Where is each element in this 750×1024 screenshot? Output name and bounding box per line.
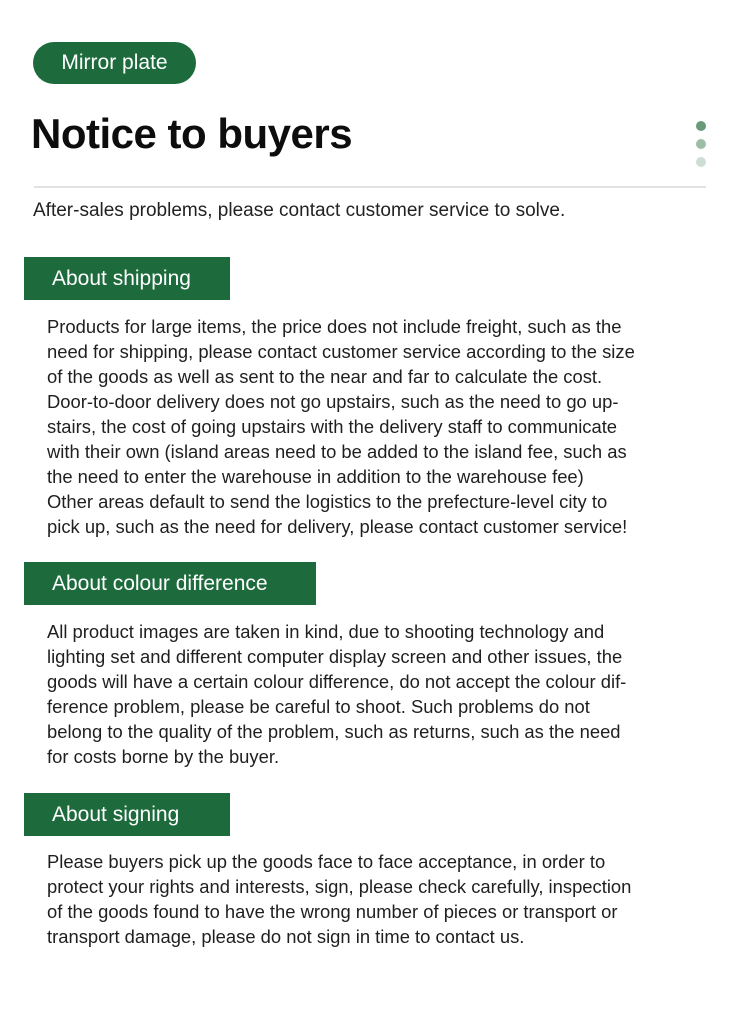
text-line: stairs, the cost of going upstairs with the delivery staff to communicate xyxy=(47,416,618,437)
text-line: All product images are taken in kind, due to shooting technology and xyxy=(47,621,605,642)
section-body-colour-difference xyxy=(47,619,707,769)
text-line: protect your rights and interests, sign, please check carefully, inspection xyxy=(47,876,632,897)
text-line: Door-to-door delivery does not go upstairs, such as the need to go up- xyxy=(47,391,619,412)
section-label-signing: About signing xyxy=(24,793,230,836)
text-line: for costs borne by the buyer. xyxy=(47,746,280,767)
text-line: Other areas default to send the logistics to the prefecture-level city to xyxy=(47,491,608,512)
text-line: lighting set and different computer display screen and other issues, the xyxy=(47,646,623,667)
text-line: pick up, such as the need for delivery, please contact customer service! xyxy=(47,516,628,537)
text-line: goods will have a certain colour difference, do not accept the colour dif- xyxy=(47,671,627,692)
text-line: belong to the quality of the problem, such as returns, such as the need xyxy=(47,721,621,742)
dot-icon xyxy=(696,121,706,131)
text-line: of the goods found to have the wrong number of pieces or transport or xyxy=(47,901,618,922)
text-line: need for shipping, please contact customer service according to the size xyxy=(47,341,635,362)
after-sales-notice: After-sales problems, please contact customer service to solve. xyxy=(33,200,566,221)
text-line: Please buyers pick up the goods face to face acceptance, in order to xyxy=(47,851,606,872)
section-label-shipping: About shipping xyxy=(24,257,230,300)
text-line: of the goods as well as sent to the near and far to calculate the cost. xyxy=(47,366,603,387)
text-line: ference problem, please be careful to shoot. Such problems do not xyxy=(47,696,590,717)
text-line: with their own (island areas need to be added to the island fee, such as xyxy=(47,441,627,462)
text-line: transport damage, please do not sign in time to contact us. xyxy=(47,926,525,947)
section-body-signing xyxy=(47,849,707,949)
text-line: Products for large items, the price does not include freight, such as the xyxy=(47,316,622,337)
page-title: Notice to buyers xyxy=(31,110,353,157)
dot-icon xyxy=(696,139,706,149)
decorative-dots xyxy=(696,121,706,175)
mirror-plate-badge: Mirror plate xyxy=(33,42,196,84)
header-divider xyxy=(34,186,706,188)
text-line: the need to enter the warehouse in addition to the warehouse fee) xyxy=(47,466,584,487)
section-label-colour-difference: About colour difference xyxy=(24,562,316,605)
section-body-shipping xyxy=(47,314,707,539)
dot-icon xyxy=(696,157,706,167)
